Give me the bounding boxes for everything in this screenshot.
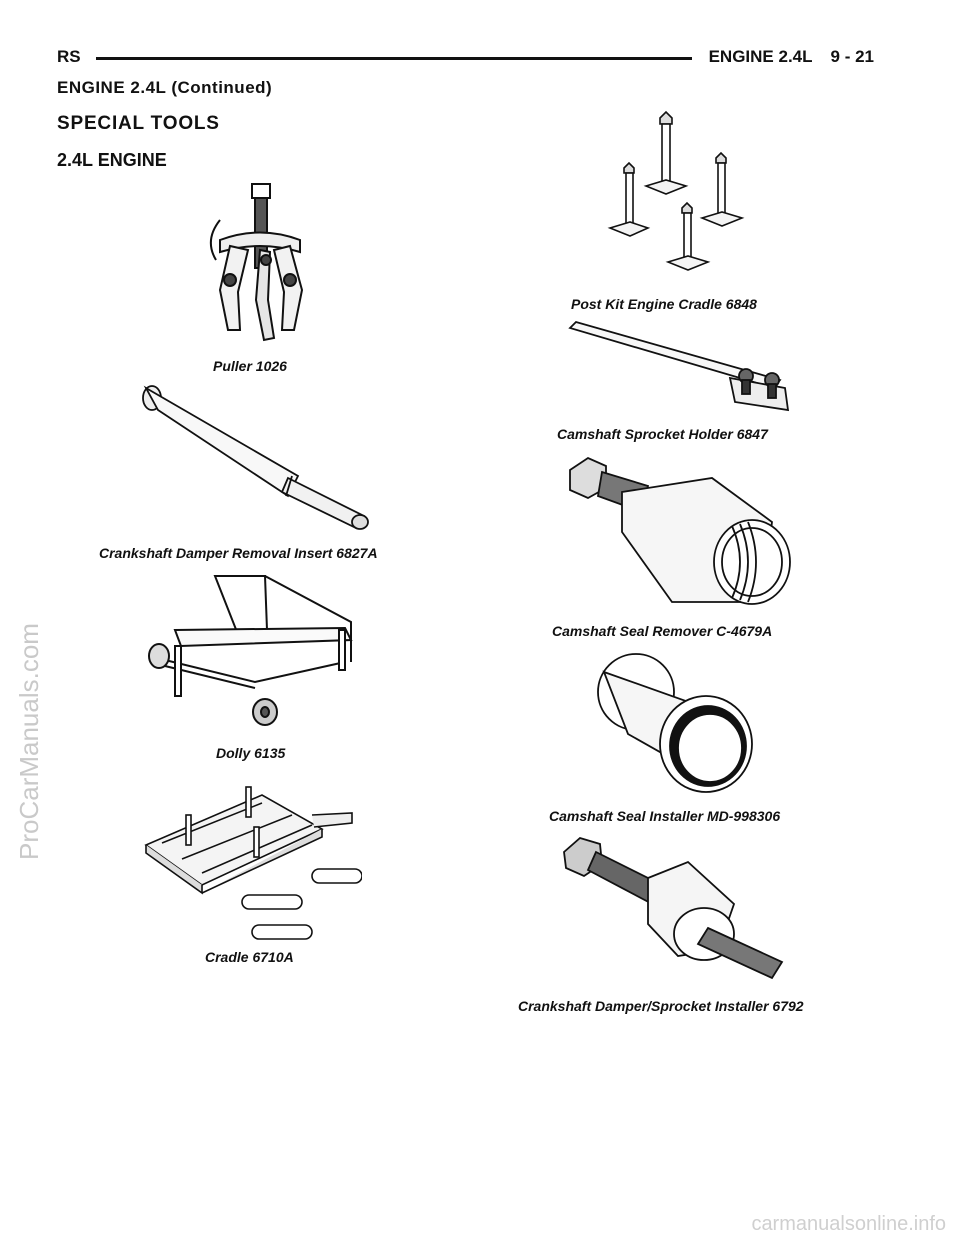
side-watermark: ProCarManuals.com — [14, 623, 44, 860]
caption-post-kit: Post Kit Engine Cradle 6848 — [571, 296, 757, 312]
header-right — [709, 47, 874, 67]
damper-insert-illustration — [138, 382, 378, 532]
sprocket-holder-illustration — [560, 318, 800, 418]
section-title: SPECIAL TOOLS — [57, 113, 220, 134]
dolly-illustration — [145, 570, 375, 730]
caption-seal-remover: Camshaft Seal Remover C-4679A — [552, 623, 773, 639]
damper-installer-illustration — [558, 832, 798, 982]
continued-title: ENGINE 2.4L (Continued) — [57, 78, 273, 97]
subsection-title: 2.4L ENGINE — [57, 150, 167, 170]
caption-damper-insert: Crankshaft Damper Removal Insert 6827A — [99, 545, 378, 561]
caption-damper-installer: Crankshaft Damper/Sprocket Installer 6792 — [518, 998, 804, 1014]
header-label: RS — [57, 47, 81, 66]
header-rule — [96, 57, 692, 60]
page-number: 9 - 21 — [830, 47, 874, 66]
caption-seal-installer: Camshaft Seal Installer MD-998306 — [549, 808, 781, 824]
seal-remover-illustration — [562, 452, 792, 617]
caption-puller: Puller 1026 — [213, 358, 287, 374]
post-kit-illustration — [600, 108, 760, 278]
puller-illustration — [190, 180, 330, 350]
caption-cradle: Cradle 6710A — [205, 949, 294, 965]
caption-sprocket-holder: Camshaft Sprocket Holder 6847 — [557, 426, 768, 442]
header-section: ENGINE 2.4L — [708, 47, 813, 66]
footer-watermark: carmanualsonline.info — [751, 1213, 946, 1235]
cradle-illustration — [142, 775, 362, 945]
seal-installer-illustration — [590, 648, 770, 798]
caption-dolly: Dolly 6135 — [216, 745, 286, 761]
